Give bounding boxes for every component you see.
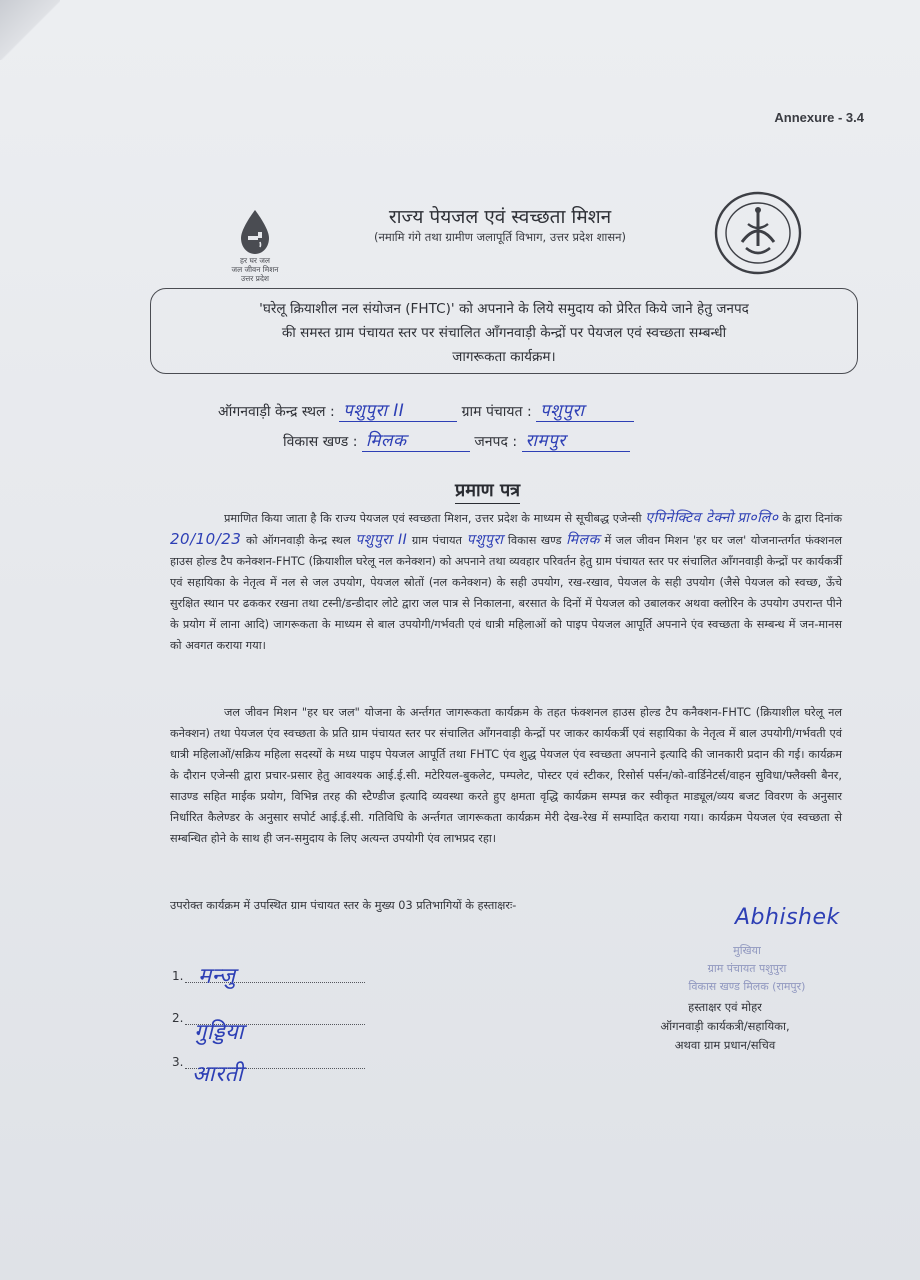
date-handwritten: 20/10/23 <box>170 530 242 548</box>
signer-line1: हस्ताक्षर एवं मोहर <box>688 1000 762 1014</box>
logo-text-line1: हर घर जल <box>240 256 270 265</box>
attendee-signature: आरती <box>192 1062 244 1087</box>
certificate-title: प्रमाण पत्र <box>455 478 520 504</box>
signer-block <box>610 998 840 1055</box>
anganwadi-value: पशुपुरा II <box>339 398 457 422</box>
attendee-signature: गुड्डिया <box>194 1020 244 1045</box>
mission-subtitle: (नमामि गंगे तथा ग्रामीण जलापूर्ति विभाग, उत्तर प्रदेश शासन) <box>373 230 627 244</box>
p1-part3: को ऑगनवाड़ी केन्द्र स्थल <box>245 534 351 547</box>
block-handwritten: मिलक <box>566 532 600 548</box>
p1-part4: ग्राम पंचायत <box>411 534 462 547</box>
attendee-number: 3. <box>172 1055 184 1069</box>
p1-part2: के द्वारा दिनांक <box>782 512 843 525</box>
gram-panchayat-label: ग्राम पंचायत : <box>461 404 532 420</box>
stamp-line2: ग्राम पंचायत पशुपुरा <box>707 962 787 975</box>
district-value: रामपुर <box>522 428 630 452</box>
attendee-3 <box>172 1054 365 1087</box>
signer-line2: ऑगनवाड़ी कार्यकत्री/सहायिका, <box>660 1019 790 1033</box>
logo-text-line3: उत्तर प्रदेश <box>240 274 270 283</box>
attendee-number: 2. <box>172 1011 184 1025</box>
signer-handwritten-signature: Abhishek <box>735 905 840 930</box>
gram-panchayat-value: पशुपुरा <box>536 398 634 422</box>
stamp-line3: विकास खण्ड मिलक (रामपुर) <box>688 980 806 993</box>
block-label: विकास खण्ड : <box>283 434 358 450</box>
p1-part1: प्रमाणित किया जाता है कि राज्य पेयजल एवं स्वच्छता मिशन, उत्तर प्रदेश के माध्यम से सूचीबद्ध एजेन्सी <box>224 512 642 525</box>
har-ghar-jal-logo <box>215 208 295 283</box>
mission-title: राज्य पेयजल एवं स्वच्छता मिशन <box>388 206 612 228</box>
logo-text-line2: जल जीवन मिशन <box>231 265 279 274</box>
topic-line2: की समस्त ग्राम पंचायत स्तर पर संचालित आँगनवाड़ी केन्द्रों पर पेयजल एवं स्वच्छता सम्बन्धी <box>281 325 727 341</box>
anganwadi-label: ऑगनवाड़ी केन्द्र स्थल : <box>218 404 335 420</box>
gram-handwritten: पशुपुरा <box>466 532 504 548</box>
signer-line3: अथवा ग्राम प्रधान/सचिव <box>674 1038 776 1052</box>
centre-handwritten: पशुपुरा II <box>355 532 408 548</box>
page-fold-corner <box>0 0 60 60</box>
p1-part5: विकास खण्ड <box>507 534 562 547</box>
location-row-2 <box>283 428 630 452</box>
up-government-emblem-icon <box>712 190 804 276</box>
stamp-line1: मुखिया <box>733 944 761 957</box>
program-topic-box <box>150 288 858 374</box>
topic-line3: जागरूकता कार्यक्रम। <box>452 349 556 365</box>
attendee-signature: मन्जु <box>198 964 236 989</box>
attendee-1 <box>172 964 365 989</box>
certificate-paragraph-1 <box>170 508 842 656</box>
agency-suffix-handwritten: प्रा०लि० <box>737 510 779 526</box>
p1-part6: में जल जीवन मिशन 'हर घर जल' योजनान्तर्गत फंक्शनल हाउस होल्ड टैप कनेक्शन-FHTC (क्रियाशील घरेलू नल कनेक्शन) को अपनाने तथा व्यवहार परिवर्तन हेतु ग्राम पंचायत स्तर पर संचालित आँगनवाड़ी केन्द्रों पर कार्यकर्त्री एवं सहायिका के नेतृत्व में नल से जल उपयोग, पेयजल स्रोतों (नल कनेक्शन) के सही उपयोग, रख-रखाव, पेयजल के सही उपयोग (जैसे पेयजल को स्वच्छ, ऊँचे सुरक्षित स्थान पर ढककर रखना तथा टस्नी/डन्डीदार लोटे द्वारा जल पात्र से निकालना, बरसात के दिनों में पेयजल को उबालकर अथवा क्लोरिन के उपयोग उपरान्त पीने के प्रयोग में लाना आदि) जागरूकता के माध्यम से बाल उपयोगी/गर्भवती एवं धात्री महिलाओं को पाइप पेयजल आपूर्ति अपनाने एंव स्वच्छता के सम्बन्ध में जन-मानस को अवगत कराया गया। <box>170 534 843 652</box>
signature-note: उपरोक्त कार्यक्रम में उपस्थित ग्राम पंचायत स्तर के मुख्य 03 प्रतिभागियों के हस्ताक्षरः- <box>170 899 517 912</box>
attendee-2 <box>172 1010 365 1045</box>
annexure-label: Annexure - 3.4 <box>774 110 864 125</box>
attendee-number: 1. <box>172 969 184 983</box>
topic-line1: 'घरेलू क्रियाशील नल संयोजन (FHTC)' को अपनाने के लिये समुदाय को प्रेरित किये जाने हेतु जनपद <box>259 301 749 317</box>
block-value: मिलक <box>362 428 470 452</box>
certificate-paragraph-2: जल जीवन मिशन "हर घर जल" योजना के अर्न्तगत जागरूकता कार्यक्रम के तहत फंक्शनल हाउस होल्ड टैप कनैक्शन-FHTC (क्रियाशील घरेलू नल कनेक्शन) तथा पेयजल एंव स्वच्छता के प्रति ग्राम पंचायत स्तर पर संचालित आँगनवाड़ी केन्द्रों पर जाकर कार्यकर्त्री एवं सहायिका के नेतृत्व में बाल उपयोगी/गर्भवती एवं धात्री महिलाओं/सक्रिय महिला सदस्यों के मध्य पाइप पेयजल आपूर्ति तथा FHTC एंव शुद्ध पेयजल एंव स्वच्छता अपनाने इत्यादि की जानकारी प्रदान की गई। कार्यक्रम के दौरान एजेन्सी द्वारा प्रचार-प्रसार हेतु आवश्यक आई.ई.सी. मटेरियल-बुकलेट, पम्पलेट, पोस्टर एवं स्टीकर, रिसोर्स पर्सन/को-वार्डिनेटर्स/वाहन सुविधा/फ्लैक्सी बैनर, साउण्ड सहित माईक प्रयोग, विभिन्न तरह की स्टैण्डीज इत्यादि व्यवस्था करते हुए क्षमता वृद्धि कार्यक्रम सम्पन्न कर स्वीकृत माड्यूल/व्यय बजट विवरण के अनुसार निर्धारित कैलेण्डर के अनुसार सपोर्ट आई.ई.सी. गतिविधि के अर्न्तगत जागरूकता कार्यक्रम मेरी देख-रेख में सम्पादित कराया गया। कार्यक्रम पेयजल एंव स्वच्छता से सम्बन्धित होने के साथ ही जन-समुदाय के लिए अत्यन्त उपयोगी एंव लाभप्रद रहा। <box>170 706 842 845</box>
district-label: जनपद : <box>474 434 518 450</box>
location-row-1 <box>218 398 634 422</box>
agency-name-handwritten: एपिनेक्टिव टेक्नो <box>645 510 734 526</box>
water-drop-icon <box>235 208 275 256</box>
